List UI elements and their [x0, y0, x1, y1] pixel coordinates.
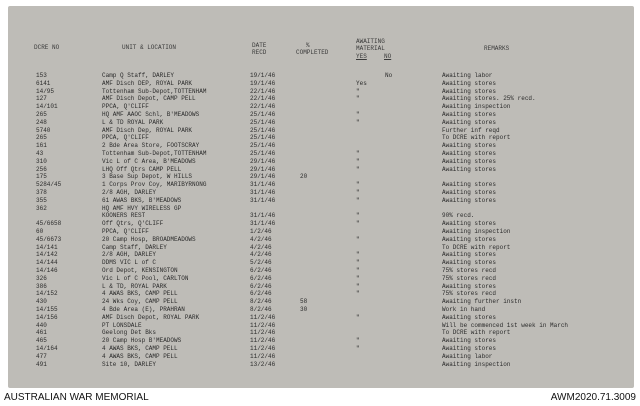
cell-yes: "	[356, 118, 360, 126]
table-row	[8, 212, 634, 220]
cell-rem: Awaiting stores	[442, 251, 497, 259]
cell-loc: Camp Q Staff, DARLEY	[102, 72, 175, 79]
cell-no: 477	[36, 352, 47, 360]
cell-no: 14/152	[36, 290, 58, 298]
cell-rem: Awaiting stores	[442, 150, 497, 157]
cell-rem: Awaiting labor	[442, 72, 493, 79]
header-material: MATERIAL	[356, 45, 385, 52]
cell-loc: Vic L of C Area, B'MEADOWS	[102, 157, 196, 165]
cell-no: 14/141	[36, 243, 58, 251]
cell-rem: 90% recd.	[442, 212, 475, 220]
table-row	[8, 150, 634, 158]
cell-no: 14/142	[36, 251, 58, 259]
header-unit-location: UNIT & LOCATION	[122, 44, 177, 51]
table-row	[8, 158, 634, 166]
table-row	[8, 228, 634, 236]
table-row	[8, 166, 634, 174]
cell-no: 248	[36, 118, 47, 126]
cell-rem: Awaiting stores	[442, 220, 497, 228]
cell-date: 6/2/46	[250, 282, 272, 290]
cell-yes: Yes	[356, 79, 367, 87]
cell-no: 265	[36, 111, 47, 118]
header-awaiting: AWAITING	[356, 38, 385, 45]
cell-yes: "	[356, 189, 360, 196]
table-row	[8, 290, 634, 298]
cell-no: 491	[36, 360, 47, 368]
cell-rem: Awaiting stores	[442, 337, 497, 345]
cell-date: 8/2/46	[250, 306, 272, 313]
cell-loc: LHQ Off Qtrs CAMP PELL	[102, 165, 182, 173]
cell-date: 25/1/46	[250, 111, 276, 118]
cell-pct: 30	[300, 306, 308, 313]
cell-loc: 2 Bde Area Store, FOOTSCRAY	[102, 142, 200, 150]
cell-rem: Awaiting stores	[442, 282, 497, 290]
cell-rem: Awaiting further instn	[442, 298, 522, 306]
cell-loc: KOONERS REST	[102, 212, 146, 220]
cell-rem: 75% stores recd	[442, 267, 497, 274]
cell-loc: 61 AWAS BKS, B'MEADOWS	[102, 196, 182, 204]
table-row	[8, 197, 634, 205]
cell-no: 355	[36, 196, 47, 204]
table-row	[8, 267, 634, 275]
cell-no: 14/164	[36, 345, 58, 352]
cell-date: 31/1/46	[250, 212, 276, 220]
table-row	[8, 134, 634, 142]
cell-yes: "	[356, 345, 360, 352]
cell-no: 127	[36, 95, 47, 103]
cell-loc: AMF Disch Dep, ROYAL PARK	[102, 126, 193, 134]
cell-rem: Awaiting labor	[442, 352, 493, 360]
cell-date: 8/2/46	[250, 298, 272, 306]
cell-rem: Awaiting inspection	[442, 360, 511, 368]
cell-date: 25/1/46	[250, 142, 276, 150]
cell-loc: 24 Wks Coy, CAMP PELL	[102, 298, 178, 306]
cell-loc: 4 AWAS BKS, CAMP PELL	[102, 352, 178, 360]
cell-date: 11/2/46	[250, 313, 276, 321]
cell-date: 5/2/46	[250, 259, 272, 267]
cell-loc: 3 Base Sup Depot, W HILLS	[102, 173, 193, 181]
cell-no: 45/6658	[36, 220, 62, 228]
cell-rem: Awaiting stores	[442, 196, 497, 204]
cell-date: 1/2/46	[250, 228, 272, 235]
cell-yes: "	[356, 150, 360, 157]
cell-date: 29/1/46	[250, 173, 276, 181]
table-row	[8, 88, 634, 96]
cell-rem: To DCRE with report	[442, 329, 511, 337]
cell-loc: HQ AMF AAOC Schl, B'MEADOWS	[102, 111, 200, 118]
cell-no: 465	[36, 337, 47, 345]
table-row	[8, 329, 634, 337]
cell-no: 14/155	[36, 306, 58, 313]
cell-date: 19/1/46	[250, 72, 276, 79]
cell-rem: Awaiting stores	[442, 111, 497, 118]
cell-no: 14/146	[36, 267, 58, 274]
header-yes: YES	[356, 53, 367, 60]
table-row	[8, 345, 634, 353]
cell-no: 440	[36, 321, 47, 329]
cell-pct: 58	[300, 298, 308, 306]
cell-rem: Awaiting stores. 25% recd.	[442, 95, 536, 103]
cell-noc: No	[385, 72, 393, 79]
cell-no: 430	[36, 298, 47, 306]
cell-loc: Site 10, DARLEY	[102, 360, 157, 368]
cell-date: 22/1/46	[250, 95, 276, 103]
header-completed: COMPLETED	[296, 49, 329, 56]
cell-loc: AMF Disch Depot, CAMP PELL	[102, 95, 196, 103]
cell-loc: 4 Bde Area (E), PRAHRAN	[102, 306, 185, 313]
cell-loc: Tottenham Sub-Depot,TOTTENHAM	[102, 87, 207, 95]
table-row	[8, 72, 634, 80]
cell-no: 14/101	[36, 103, 58, 111]
cell-no: 175	[36, 173, 47, 181]
cell-rem: 75% stores recd	[442, 274, 497, 282]
cell-date: 19/1/46	[250, 79, 276, 87]
cell-no: 43	[36, 150, 44, 157]
cell-loc: 20 Camp Hosp B'MEADOWS	[102, 337, 182, 345]
cell-pct: 20	[300, 173, 308, 181]
cell-no: 153	[36, 72, 47, 79]
cell-yes: "	[356, 111, 360, 118]
cell-rem: Awaiting stores	[442, 259, 497, 267]
cell-yes: "	[356, 87, 360, 95]
cell-no: 386	[36, 282, 47, 290]
cell-date: 31/1/46	[250, 181, 276, 189]
cell-rem: Awaiting stores	[442, 142, 497, 150]
cell-date: 6/2/46	[250, 267, 272, 274]
table-row	[8, 314, 634, 322]
cell-date: 11/2/46	[250, 329, 276, 337]
cell-date: 29/1/46	[250, 165, 276, 173]
cell-yes: "	[356, 157, 360, 165]
table-row	[8, 298, 634, 306]
table-row	[8, 142, 634, 150]
table-row	[8, 181, 634, 189]
header-percent: %	[306, 42, 310, 49]
cell-date: 22/1/46	[250, 103, 276, 111]
cell-loc: 1 Corps Prov Coy, MARIBYRNONG	[102, 181, 207, 189]
cell-date: 25/1/46	[250, 134, 276, 142]
cell-date: 6/2/46	[250, 290, 272, 298]
cell-rem: To DCRE with report	[442, 134, 511, 142]
cell-loc: Geelong Det Bks	[102, 329, 157, 337]
cell-rem: Awaiting stores	[442, 79, 497, 87]
cell-rem: Further inf reqd	[442, 126, 500, 134]
cell-loc: Vic L of C Pool, CARLTON	[102, 274, 189, 282]
table-row	[8, 119, 634, 127]
cell-yes: "	[356, 259, 360, 267]
cell-yes: "	[356, 196, 360, 204]
cell-rem: Work in hand	[442, 306, 486, 313]
cell-loc: L & TD, ROYAL PARK	[102, 282, 167, 290]
table-row	[8, 127, 634, 135]
cell-rem: 75% stores recd	[442, 290, 497, 298]
cell-loc: AMF Disch Depot, ROYAL PARK	[102, 313, 200, 321]
table-row	[8, 283, 634, 291]
cell-no: 14/95	[36, 87, 55, 95]
cell-loc: PT LONSDALE	[102, 321, 142, 329]
cell-date: 11/2/46	[250, 337, 276, 345]
cell-date: 25/1/46	[250, 118, 276, 126]
table-row	[8, 80, 634, 88]
cell-no: 326	[36, 274, 47, 282]
cell-no: 45/6673	[36, 235, 62, 243]
cell-date: 31/1/46	[250, 220, 276, 228]
table-row	[8, 306, 634, 314]
cell-no: 60	[36, 228, 44, 235]
cell-date: 6/2/46	[250, 274, 272, 282]
cell-date: 25/1/46	[250, 150, 276, 157]
cell-no: 6141	[36, 79, 51, 87]
cell-yes: "	[356, 212, 360, 220]
cell-rem: Awaiting stores	[442, 118, 497, 126]
cell-loc: Off Qtrs, Q'CLIFF	[102, 220, 164, 228]
table-row	[8, 189, 634, 197]
table-row	[8, 205, 634, 213]
cell-loc: Tottenham Sub-Depot,TOTTENHAM	[102, 150, 207, 157]
table-row	[8, 103, 634, 111]
cell-loc: DDMS VIC L of C	[102, 259, 157, 267]
cell-loc: 4 AWAS BKS, CAMP PELL	[102, 345, 178, 352]
table-row	[8, 95, 634, 103]
cell-loc: AMF Disch DEP, ROYAL PARK	[102, 79, 193, 87]
table-row	[8, 244, 634, 252]
table-row	[8, 259, 634, 267]
cell-loc: Camp Staff, DARLEY	[102, 243, 167, 251]
document-sheet	[8, 6, 634, 388]
cell-yes: "	[356, 181, 360, 189]
cell-rem: To DCRE with report	[442, 243, 511, 251]
table-row	[8, 361, 634, 369]
cell-no: 265	[36, 134, 47, 142]
cell-date: 11/2/46	[250, 321, 276, 329]
cell-rem: Awaiting inspection	[442, 228, 511, 235]
cell-rem: Will be commenced 1st week in March	[442, 321, 569, 329]
cell-date: 4/2/46	[250, 243, 272, 251]
table-row	[8, 220, 634, 228]
table-row	[8, 322, 634, 330]
cell-no: 161	[36, 142, 47, 150]
cell-date: 4/2/46	[250, 235, 272, 243]
cell-rem: Awaiting stores	[442, 87, 497, 95]
cell-no: 256	[36, 165, 47, 173]
table-row	[8, 337, 634, 345]
cell-loc: 20 Camp Hosp, BROADMEADOWS	[102, 235, 196, 243]
cell-yes: "	[356, 95, 360, 103]
cell-rem: Awaiting stores	[442, 157, 497, 165]
cell-no: 461	[36, 329, 47, 337]
cell-rem: Awaiting stores	[442, 165, 497, 173]
cell-rem: Awaiting inspection	[442, 103, 511, 111]
cell-yes: "	[356, 313, 360, 321]
cell-date: 11/2/46	[250, 345, 276, 352]
cell-rem: Awaiting stores	[442, 345, 497, 352]
table-row	[8, 251, 634, 259]
table-row	[8, 173, 634, 181]
table-row	[8, 275, 634, 283]
cell-rem: Awaiting stores	[442, 235, 497, 243]
cell-date: 25/1/46	[250, 126, 276, 134]
cell-yes: "	[356, 251, 360, 259]
table-row	[8, 111, 634, 119]
cell-yes: "	[356, 282, 360, 290]
cell-yes: "	[356, 290, 360, 298]
header-recd: RECD	[252, 49, 267, 56]
cell-date: 22/1/46	[250, 87, 276, 95]
table-row	[8, 353, 634, 361]
cell-no: 378	[36, 189, 47, 196]
cell-date: 31/1/46	[250, 189, 276, 196]
cell-no: 362	[36, 204, 47, 212]
cell-rem: Awaiting stores	[442, 313, 497, 321]
cell-no: 310	[36, 157, 47, 165]
cell-loc: 4 AWAS BKS, CAMP PELL	[102, 290, 178, 298]
cell-loc: 2/8 AGH, DARLEY	[102, 189, 157, 196]
cell-date: 11/2/46	[250, 352, 276, 360]
cell-date: 4/2/46	[250, 251, 272, 259]
cell-date: 31/1/46	[250, 196, 276, 204]
cell-yes: "	[356, 220, 360, 228]
cell-loc: 2/8 AGH, DARLEY	[102, 251, 157, 259]
cell-loc: Ord Depot, KENSINGTON	[102, 267, 178, 274]
header-dcre-no: DCRE NO	[34, 44, 60, 51]
cell-yes: "	[356, 235, 360, 243]
cell-no: 5740	[36, 126, 51, 134]
footer-left: AUSTRALIAN WAR MEMORIAL	[4, 392, 149, 403]
cell-loc: L & TD ROYAL PARK	[102, 118, 164, 126]
header-date: DATE	[252, 42, 267, 49]
footer-right: AWM2020.71.3009	[550, 392, 636, 403]
cell-rem: Awaiting stores	[442, 189, 497, 196]
cell-rem: Awaiting stores	[442, 181, 497, 189]
cell-yes: "	[356, 274, 360, 282]
table-row	[8, 236, 634, 244]
cell-yes: "	[356, 267, 360, 274]
cell-loc: PPCA, Q'CLIFF	[102, 103, 149, 111]
header-no: NO	[384, 53, 392, 60]
cell-yes: "	[356, 165, 360, 173]
cell-no: 14/156	[36, 313, 58, 321]
cell-yes: "	[356, 337, 360, 345]
cell-date: 13/2/46	[250, 360, 276, 368]
cell-date: 29/1/46	[250, 157, 276, 165]
cell-loc: PPCA, Q'CLIFF	[102, 228, 149, 235]
cell-no: 14/144	[36, 259, 58, 267]
cell-loc: HQ AMF HVY WIRELESS GP	[102, 204, 182, 212]
cell-loc: PPCA, Q'CLIFF	[102, 134, 149, 142]
header-remarks: REMARKS	[484, 45, 510, 52]
cell-no: 5284/45	[36, 181, 62, 189]
